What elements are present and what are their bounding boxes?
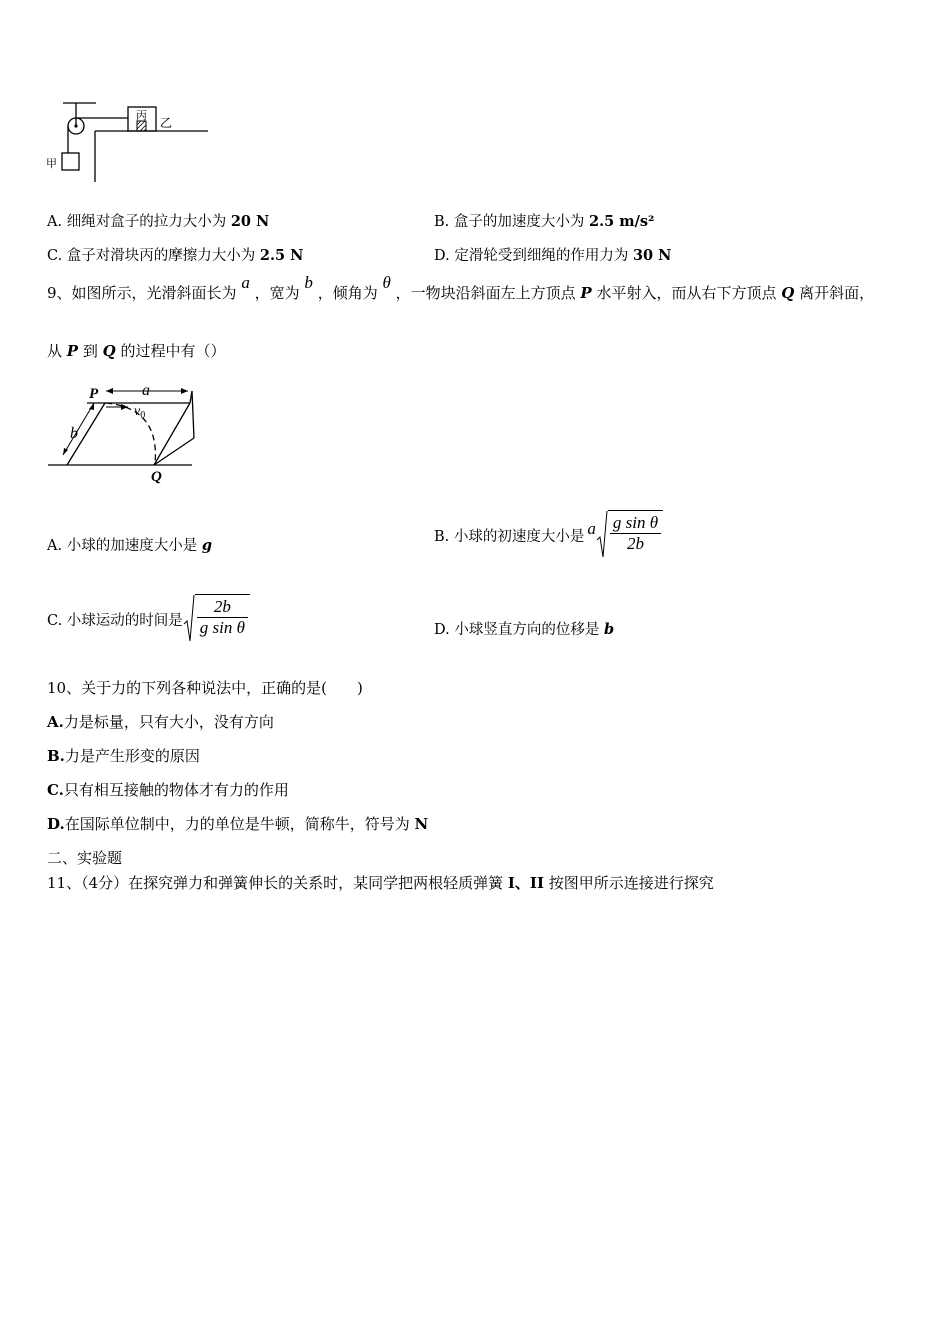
q8-option-d: D. 定滑轮受到细绳的作用力为 30 N [434, 247, 672, 264]
sqrt-b: $\frac{\text{g sin θ}}{2b}$ [596, 510, 663, 560]
label-p: P [89, 386, 99, 402]
label-bing: 丙 [136, 110, 147, 122]
q9-option-c: C. 小球运动的时间是 $\frac{2b}{\text{g sin θ}}$ [47, 594, 250, 644]
sqrt-c: $\frac{2b}{\text{g sin θ}}$ [183, 594, 250, 644]
q9-stem-line1: 9、如图所示，光滑斜面长为 a ，宽为 b ，倾角为 θ ，一物块沿斜面左上方顶点 P 水平射入，而从右下方顶点 Q 离开斜面， [47, 273, 875, 302]
label-a: a [142, 382, 150, 399]
q11-stem: 11、（4分）在探究弹力和弹簧伸长的关系时，某同学把两根轻质弹簧 I、II 按图甲所示连接进行探究 [47, 874, 714, 892]
q10-option-c: C.只有相互接触的物体才有力的作用 [47, 781, 289, 799]
q8-option-a: A. 细绳对盒子的拉力大小为 20 N [47, 213, 270, 230]
q10-option-a: A.力是标量，只有大小，没有方向 [47, 713, 274, 731]
label-b: b [70, 425, 78, 442]
q8-option-c: C. 盒子对滑块丙的摩擦力大小为 2.5 N [47, 247, 304, 264]
q10-option-b: B.力是产生形变的原因 [47, 747, 200, 765]
label-jia: 甲 [46, 158, 57, 170]
incline-figure [42, 378, 217, 498]
q8-option-b: B. 盒子的加速度大小为 2.5 m/s² [434, 213, 655, 230]
label-yi: 乙 [160, 116, 173, 130]
q10-stem: 10、关于力的下列各种说法中，正确的是( ) [47, 679, 363, 697]
pulley-figure [40, 95, 220, 195]
label-v0: $v_0$ [134, 404, 146, 421]
q10-option-d: D.在国际单位制中，力的单位是牛顿，简称牛，符号为 N [47, 815, 429, 833]
label-q: Q [151, 469, 162, 485]
section-heading: 二、实验题 [47, 849, 123, 867]
q9-option-a: A. 小球的加速度大小是 g [47, 537, 212, 554]
q9-option-b: B. 小球的初速度大小是 a $\frac{\text{g sin θ}}{2b}$ [434, 510, 663, 560]
q9-stem-line2: 从 P 到 Q 的过程中有（） [47, 342, 226, 360]
q9-option-d: D. 小球竖直方向的位移是 b [434, 621, 615, 638]
